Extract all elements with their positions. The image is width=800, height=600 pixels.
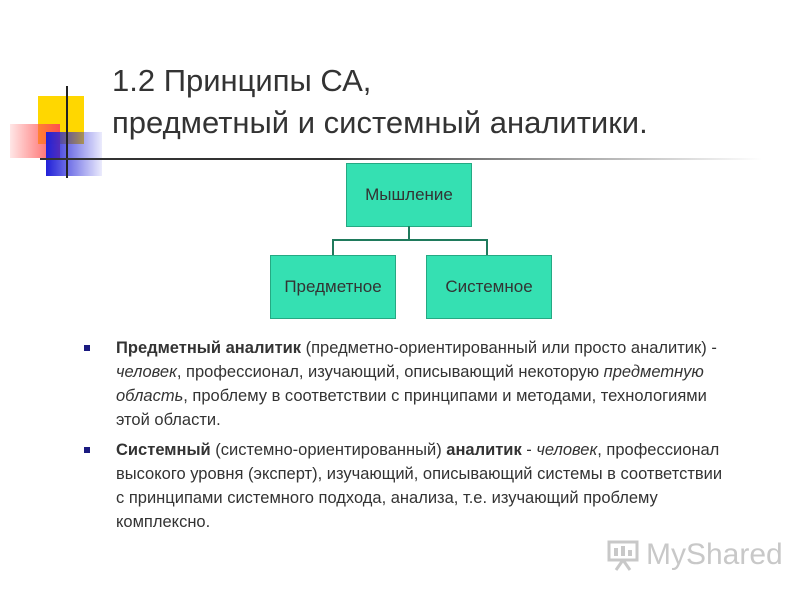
bullet-2-text-c: , профессионал высокого уровня (эксперт), изучающий, описывающий системы в соответствии с принципами системного подхода, анализа, т.е. изучающий проблему комплексно. (116, 441, 723, 531)
square-bullet-icon (84, 345, 90, 351)
bullet-list (84, 336, 724, 540)
bullet-1-text-c: , проблему в соответствии с принципами и методами, технологиями этой области. (116, 387, 707, 429)
watermark (606, 538, 783, 572)
title-line-1: 1.2 Принципы СА, (112, 63, 372, 98)
diagram-right-box (426, 255, 552, 319)
decorative-vertical-line (66, 86, 68, 178)
diagram-root-box (346, 163, 472, 227)
bullet-item-1 (84, 336, 724, 432)
bullet-1-italic-a: человек (116, 363, 177, 381)
bullet-1-text-a: (предметно-ориентированный или просто аналитик) - (301, 339, 717, 357)
bullet-1-term: Предметный аналитик (116, 339, 302, 357)
bullet-2-term-b: аналитик (446, 441, 522, 459)
bullet-2-term-a: Системный (116, 441, 211, 459)
presentation-board-icon (606, 538, 640, 572)
bullet-2-italic-a: человек (536, 441, 598, 459)
bullet-1-text-b: , профессионал, изучающий, описывающий некоторую (176, 363, 604, 381)
diagram-left-label: Предметное (284, 277, 382, 296)
diagram-root-label: Мышление (365, 185, 453, 204)
watermark-text: MyShared (646, 538, 783, 571)
diagram-connector-vertical-right (486, 239, 488, 255)
decorative-blue-square (46, 132, 102, 176)
slide-title (112, 60, 772, 144)
bullet-1-italic-b: предметную область (116, 363, 704, 405)
title-underline (40, 158, 762, 160)
diagram-right-label: Системное (445, 277, 533, 296)
diagram-connector-vertical-root (408, 226, 410, 240)
bullet-item-2 (84, 438, 724, 534)
square-bullet-icon (84, 447, 90, 453)
diagram-connector-vertical-left (332, 239, 334, 255)
diagram-connector-horizontal (332, 239, 488, 241)
bullet-2-text-a: (системно-ориентированный) (210, 441, 447, 459)
title-line-2: предметный и системный аналитики. (112, 105, 648, 140)
diagram-left-box (270, 255, 396, 319)
bullet-2-text-b: - (521, 441, 537, 459)
